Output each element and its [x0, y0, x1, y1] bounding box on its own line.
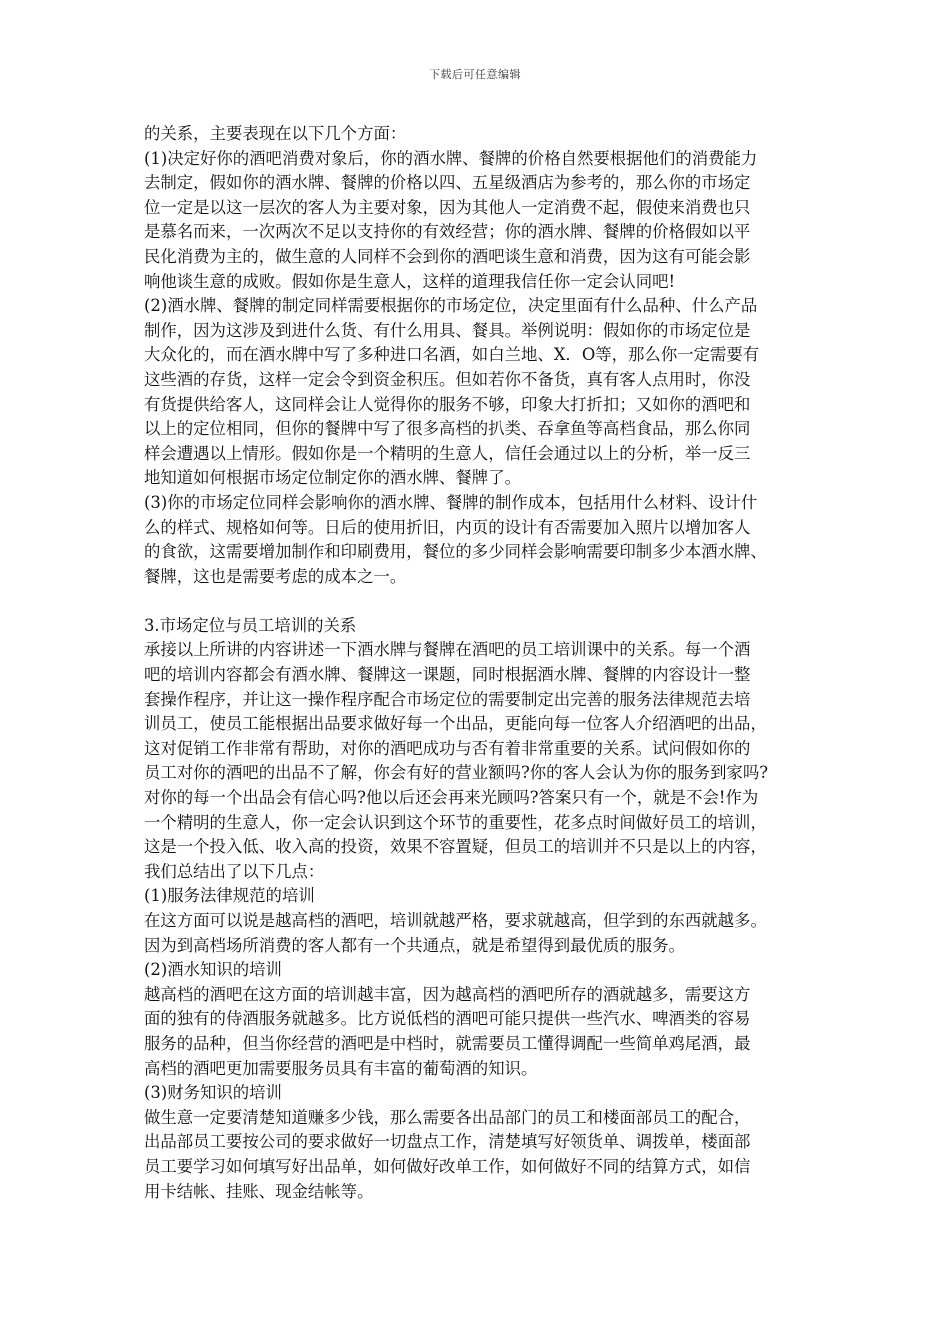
text-line: 训员工，使员工能根据出品要求做好每一个出品，更能向每一位客人介绍酒吧的出品， [144, 714, 767, 734]
text-line: 我们总结出了以下几点： [144, 861, 325, 881]
text-line: 3.市场定位与员工培训的关系 [144, 615, 357, 635]
text-line: 这对促销工作非常有帮助，对你的酒吧成功与否有着非常重要的关系。试问假如你的 [144, 738, 751, 758]
text-line: 承接以上所讲的内容讲述一下酒水牌与餐牌在酒吧的员工培训课中的关系。每一个酒 [144, 640, 751, 660]
text-line: 制作，因为这涉及到进什么货、有什么用具、餐具。举例说明：假如你的市场定位是 [144, 320, 751, 340]
text-line: 民化消费为主的，做生意的人同样不会到你的酒吧谈生意和消费，因为这有可能会影 [144, 246, 751, 266]
text-line: 在这方面可以说是越高档的酒吧，培训就越严格，要求就越高，但学到的东西就越多。 [144, 911, 767, 930]
text-line: 一个精明的生意人，你一定会认识到这个环节的重要性，花多点时间做好员工的培训， [144, 812, 767, 832]
text-line: (3)财务知识的培训 [144, 1083, 282, 1103]
text-line: 用卡结帐、挂账、现金结帐等。 [144, 1181, 374, 1201]
page-header: 下载后可任意编辑 [429, 68, 521, 81]
text-line: 地知道如何根据市场定位制定你的酒水牌、餐牌了。 [144, 468, 521, 488]
text-line: 样会遭遇以上情形。假如你是一个精明的生意人，信任会通过以上的分析，举一反三 [144, 443, 751, 463]
blank-line [144, 589, 824, 614]
text-line: 越高档的酒吧在这方面的培训越丰富，因为越高档的酒吧所存的酒就越多，需要这方 [144, 984, 751, 1004]
text-line: (1)服务法律规范的培训 [144, 886, 315, 906]
text-line: (2)酒水牌、餐牌的制定同样需要根据你的市场定位，决定里面有什么品种、什么产品 [144, 296, 758, 316]
text-line: 面的独有的侍酒服务就越多。比方说低档的酒吧可能只提供一些汽水、啤酒类的容易 [144, 1009, 751, 1029]
text-line: 这是一个投入低、收入高的投资，效果不容置疑，但员工的培训并不只是以上的内容， [144, 837, 767, 857]
text-line: 高档的酒吧更加需要服务员具有丰富的葡萄酒的知识。 [144, 1058, 538, 1078]
text-line: (1)决定好你的酒吧消费对象后，你的酒水牌、餐牌的价格自然要根据他们的消费能力 [144, 148, 758, 168]
text-line: 员工要学习如何填写好出品单，如何做好改单工作，如何做好不同的结算方式，如信 [144, 1156, 751, 1176]
text-line: 这些酒的存货，这样一定会令到资金积压。但如若你不备货，真有客人点用时，你没 [144, 369, 751, 389]
text-line: 去制定，假如你的酒水牌、餐牌的价格以四、五星级酒店为参考的，那么你的市场定 [144, 173, 751, 193]
text-line: 对你的每一个出品会有信心吗?他以后还会再来光顾吗?答案只有一个，就是不会!作为 [144, 788, 759, 808]
text-line: 套操作程序，并让这一操作程序配合市场定位的需要制定出完善的服务法律规范去培 [144, 689, 751, 709]
text-line: 有货提供给客人，这同样会让人觉得你的服务不够，印象大打折扣；又如你的酒吧和 [144, 394, 751, 414]
text-line: 因为到高档场所消费的客人都有一个共通点，就是希望得到最优质的服务。 [144, 935, 685, 955]
text-line: 吧的培训内容都会有酒水牌、餐牌这一课题，同时根据酒水牌、餐牌的内容设计一整 [144, 665, 751, 685]
text-line: 的关系，主要表现在以下几个方面： [144, 124, 407, 143]
text-line: 是慕名而来，一次两次不足以支持你的有效经营；你的酒水牌、餐牌的价格假如以平 [144, 222, 751, 242]
text-line: (3)你的市场定位同样会影响你的酒水牌、餐牌的制作成本，包括用什么材料、设计什 [144, 492, 758, 512]
text-line: 的食欲，这需要增加制作和印刷费用，餐位的多少同样会影响需要印制多少本酒水牌、 [144, 542, 767, 562]
text-line: 做生意一定要清楚知道赚多少钱，那么需要各出品部门的员工和楼面部员工的配合， [144, 1107, 751, 1127]
text-line: 么的样式、规格如何等。日后的使用折旧，内页的设计有否需要加入照片以增加客人 [144, 517, 751, 537]
text-line: 以上的定位相同，但你的餐牌中写了很多高档的扒类、吞拿鱼等高档食品，那么你同 [144, 419, 751, 439]
text-line: 位一定是以这一层次的客人为主要对象，因为其他人一定消费不起，假使来消费也只 [144, 197, 751, 217]
text-line: 响他谈生意的成败。假如你是生意人，这样的道理我信任你一定会认同吧! [144, 271, 676, 291]
text-line: 员工对你的酒吧的出品不了解，你会有好的营业额吗?你的客人会认为你的服务到家吗? [144, 763, 769, 783]
text-line: 餐牌，这也是需要考虑的成本之一。 [144, 566, 407, 586]
text-line: (2)酒水知识的培训 [144, 960, 282, 980]
text-line: 服务的品种，但当你经营的酒吧是中档时，就需要员工懂得调配一些简单鸡尾酒，最 [144, 1033, 751, 1053]
document-body [144, 122, 824, 1204]
text-line: 出品部员工要按公司的要求做好一切盘点工作，清楚填写好领货单、调拨单，楼面部 [144, 1132, 751, 1152]
text-line: 大众化的，而在酒水牌中写了多种进口名酒，如白兰地、X．O等，那么你一定需要有 [144, 345, 760, 365]
